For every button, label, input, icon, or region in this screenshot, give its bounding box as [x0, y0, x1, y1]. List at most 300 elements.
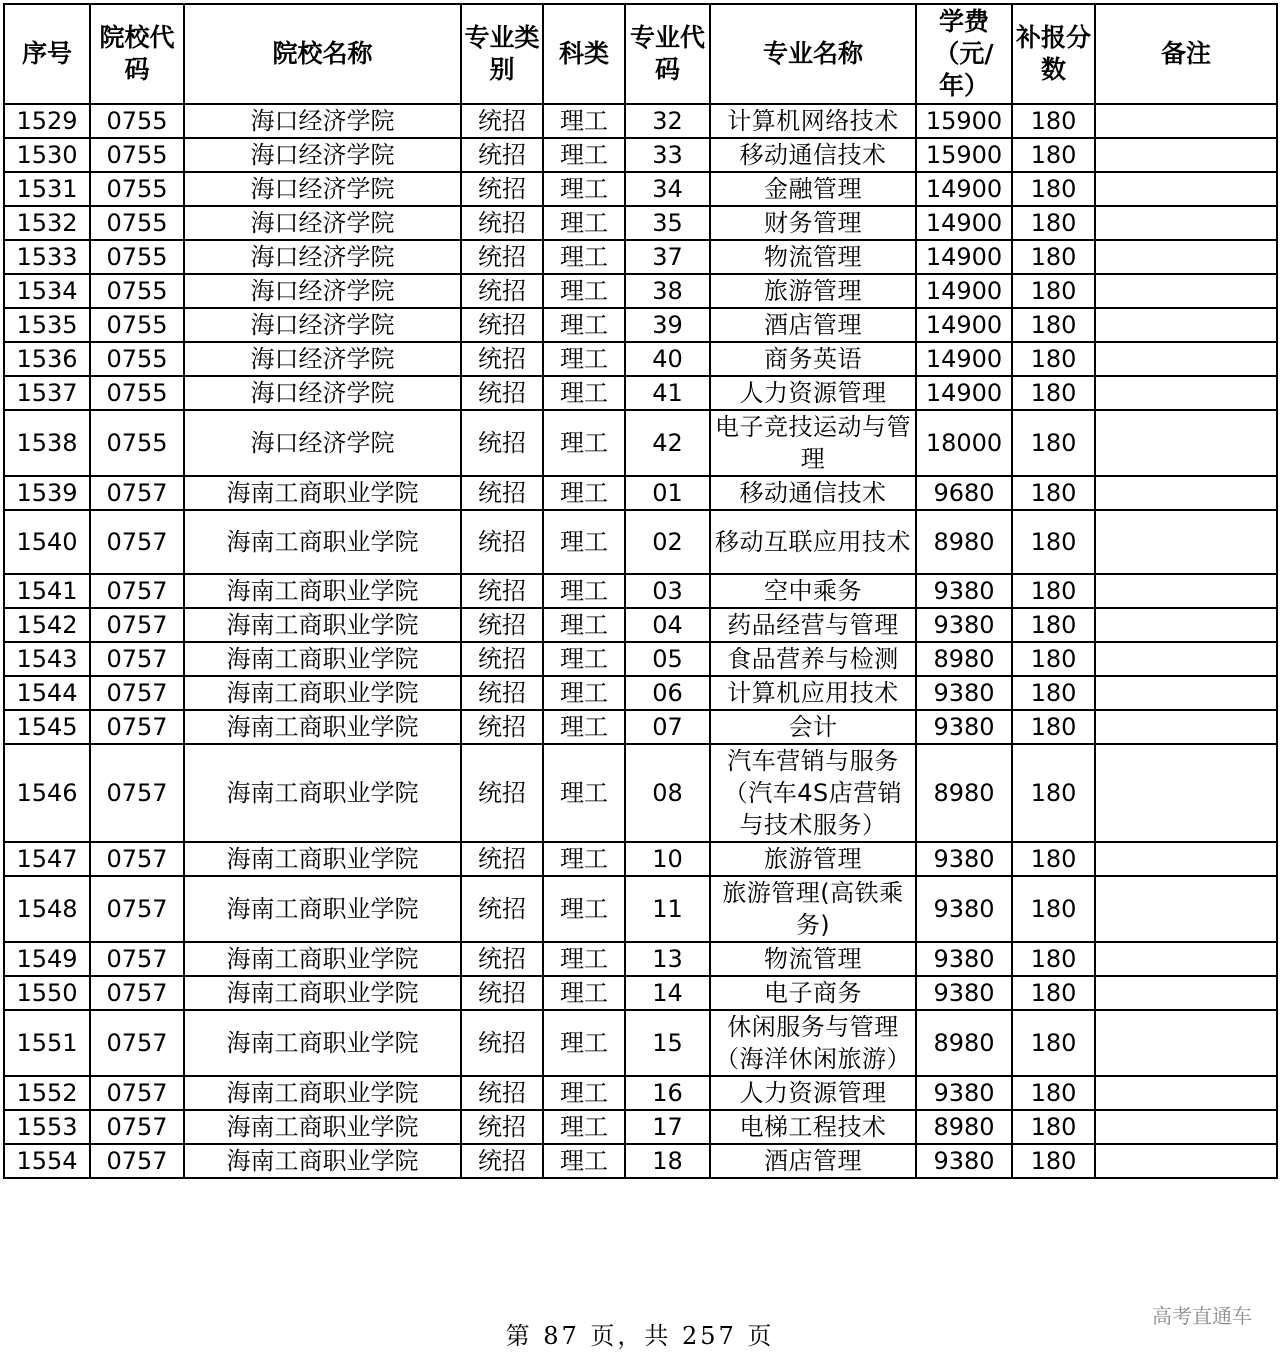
score-cell: 180 — [1012, 1076, 1095, 1110]
major-code-cell: 18 — [625, 1144, 710, 1178]
col-header-major-category: 专业类别 — [461, 4, 543, 104]
major-category-cell: 统招 — [461, 608, 543, 642]
subject-cell: 理工 — [543, 1010, 625, 1076]
score-cell: 180 — [1012, 1110, 1095, 1144]
major-category-cell: 统招 — [461, 138, 543, 172]
subject-cell: 理工 — [543, 274, 625, 308]
school-name-cell: 海口经济学院 — [184, 172, 461, 206]
score-cell: 180 — [1012, 842, 1095, 876]
notes-cell — [1095, 676, 1277, 710]
score-cell: 180 — [1012, 676, 1095, 710]
col-header-school-name: 院校名称 — [184, 4, 461, 104]
tuition-cell: 14900 — [916, 376, 1012, 410]
tuition-cell: 8980 — [916, 1010, 1012, 1076]
major-category-cell: 统招 — [461, 842, 543, 876]
school-name-cell: 海南工商职业学院 — [184, 476, 461, 510]
subject-cell: 理工 — [543, 876, 625, 942]
major-category-cell: 统招 — [461, 376, 543, 410]
subject-cell: 理工 — [543, 1110, 625, 1144]
notes-cell — [1095, 842, 1277, 876]
seq-cell: 1547 — [4, 842, 90, 876]
major-code-cell: 32 — [625, 104, 710, 138]
major-name-cell: 物流管理 — [710, 942, 916, 976]
major-name-cell: 电子竞技运动与管理 — [710, 410, 916, 476]
seq-cell: 1543 — [4, 642, 90, 676]
subject-cell: 理工 — [543, 676, 625, 710]
seq-cell: 1545 — [4, 710, 90, 744]
seq-cell: 1542 — [4, 608, 90, 642]
seq-cell: 1551 — [4, 1010, 90, 1076]
school-name-cell: 海南工商职业学院 — [184, 942, 461, 976]
school-code-cell: 0755 — [90, 104, 184, 138]
major-name-cell: 人力资源管理 — [710, 376, 916, 410]
major-name-cell: 物流管理 — [710, 240, 916, 274]
table-row — [4, 976, 1277, 1010]
school-code-cell: 0757 — [90, 574, 184, 608]
school-code-cell: 0757 — [90, 608, 184, 642]
tuition-cell: 14900 — [916, 308, 1012, 342]
school-code-cell: 0755 — [90, 376, 184, 410]
seq-cell: 1536 — [4, 342, 90, 376]
school-code-cell: 0757 — [90, 1076, 184, 1110]
major-name-cell: 商务英语 — [710, 342, 916, 376]
major-name-cell: 计算机应用技术 — [710, 676, 916, 710]
school-code-cell: 0755 — [90, 274, 184, 308]
score-cell: 180 — [1012, 104, 1095, 138]
notes-cell — [1095, 608, 1277, 642]
major-category-cell: 统招 — [461, 476, 543, 510]
seq-cell: 1532 — [4, 206, 90, 240]
major-code-cell: 16 — [625, 1076, 710, 1110]
school-name-cell: 海南工商职业学院 — [184, 1144, 461, 1178]
school-code-cell: 0755 — [90, 342, 184, 376]
tuition-cell: 9380 — [916, 608, 1012, 642]
seq-cell: 1539 — [4, 476, 90, 510]
school-code-cell: 0757 — [90, 1110, 184, 1144]
score-cell: 180 — [1012, 642, 1095, 676]
table-row — [4, 1076, 1277, 1110]
major-name-cell: 电子商务 — [710, 976, 916, 1010]
school-code-cell: 0757 — [90, 976, 184, 1010]
score-cell: 180 — [1012, 308, 1095, 342]
major-name-cell: 人力资源管理 — [710, 1076, 916, 1110]
score-cell: 180 — [1012, 976, 1095, 1010]
tuition-cell: 8980 — [916, 510, 1012, 574]
tuition-cell: 9380 — [916, 876, 1012, 942]
col-header-school-code: 院校代码 — [90, 4, 184, 104]
notes-cell — [1095, 240, 1277, 274]
major-name-cell: 酒店管理 — [710, 308, 916, 342]
school-name-cell: 海口经济学院 — [184, 104, 461, 138]
col-header-subject: 科类 — [543, 4, 625, 104]
major-code-cell: 42 — [625, 410, 710, 476]
major-category-cell: 统招 — [461, 410, 543, 476]
school-name-cell: 海南工商职业学院 — [184, 608, 461, 642]
subject-cell: 理工 — [543, 1144, 625, 1178]
major-code-cell: 05 — [625, 642, 710, 676]
major-code-cell: 37 — [625, 240, 710, 274]
notes-cell — [1095, 1110, 1277, 1144]
major-category-cell: 统招 — [461, 510, 543, 574]
table-row — [4, 1110, 1277, 1144]
score-cell: 180 — [1012, 172, 1095, 206]
school-name-cell: 海南工商职业学院 — [184, 1076, 461, 1110]
major-code-cell: 01 — [625, 476, 710, 510]
table-row — [4, 676, 1277, 710]
seq-cell: 1538 — [4, 410, 90, 476]
score-cell: 180 — [1012, 710, 1095, 744]
notes-cell — [1095, 744, 1277, 842]
seq-cell: 1537 — [4, 376, 90, 410]
col-header-notes: 备注 — [1095, 4, 1277, 104]
school-name-cell: 海口经济学院 — [184, 410, 461, 476]
tuition-cell: 14900 — [916, 240, 1012, 274]
major-category-cell: 统招 — [461, 308, 543, 342]
major-name-cell: 药品经营与管理 — [710, 608, 916, 642]
score-cell: 180 — [1012, 510, 1095, 574]
subject-cell: 理工 — [543, 476, 625, 510]
major-name-cell: 休闲服务与管理（海洋休闲旅游） — [710, 1010, 916, 1076]
major-code-cell: 07 — [625, 710, 710, 744]
major-category-cell: 统招 — [461, 1010, 543, 1076]
score-cell: 180 — [1012, 342, 1095, 376]
school-code-cell: 0757 — [90, 942, 184, 976]
table-row — [4, 710, 1277, 744]
school-code-cell: 0757 — [90, 744, 184, 842]
table-row — [4, 240, 1277, 274]
major-code-cell: 04 — [625, 608, 710, 642]
school-code-cell: 0757 — [90, 676, 184, 710]
major-name-cell: 财务管理 — [710, 206, 916, 240]
seq-cell: 1535 — [4, 308, 90, 342]
score-cell: 180 — [1012, 1010, 1095, 1076]
score-cell: 180 — [1012, 240, 1095, 274]
table-row — [4, 376, 1277, 410]
major-code-cell: 08 — [625, 744, 710, 842]
subject-cell: 理工 — [543, 376, 625, 410]
table-row — [4, 172, 1277, 206]
seq-cell: 1533 — [4, 240, 90, 274]
subject-cell: 理工 — [543, 842, 625, 876]
notes-cell — [1095, 642, 1277, 676]
admission-table — [3, 3, 1278, 1179]
major-category-cell: 统招 — [461, 240, 543, 274]
notes-cell — [1095, 104, 1277, 138]
school-code-cell: 0757 — [90, 842, 184, 876]
major-category-cell: 统招 — [461, 1144, 543, 1178]
subject-cell: 理工 — [543, 510, 625, 574]
major-name-cell: 移动互联应用技术 — [710, 510, 916, 574]
notes-cell — [1095, 206, 1277, 240]
major-code-cell: 41 — [625, 376, 710, 410]
table-row — [4, 642, 1277, 676]
major-code-cell: 11 — [625, 876, 710, 942]
subject-cell: 理工 — [543, 942, 625, 976]
score-cell: 180 — [1012, 574, 1095, 608]
tuition-cell: 18000 — [916, 410, 1012, 476]
major-name-cell: 会计 — [710, 710, 916, 744]
notes-cell — [1095, 510, 1277, 574]
school-name-cell: 海南工商职业学院 — [184, 744, 461, 842]
major-name-cell: 旅游管理 — [710, 842, 916, 876]
col-header-seq: 序号 — [4, 4, 90, 104]
seq-cell: 1549 — [4, 942, 90, 976]
seq-cell: 1531 — [4, 172, 90, 206]
table-row — [4, 942, 1277, 976]
col-header-major-code: 专业代码 — [625, 4, 710, 104]
seq-cell: 1548 — [4, 876, 90, 942]
major-code-cell: 39 — [625, 308, 710, 342]
subject-cell: 理工 — [543, 104, 625, 138]
major-name-cell: 酒店管理 — [710, 1144, 916, 1178]
table-body — [4, 104, 1277, 1178]
major-code-cell: 33 — [625, 138, 710, 172]
score-cell: 180 — [1012, 410, 1095, 476]
tuition-cell: 14900 — [916, 206, 1012, 240]
major-name-cell: 空中乘务 — [710, 574, 916, 608]
school-name-cell: 海口经济学院 — [184, 138, 461, 172]
school-name-cell: 海口经济学院 — [184, 308, 461, 342]
major-code-cell: 10 — [625, 842, 710, 876]
seq-cell: 1530 — [4, 138, 90, 172]
tuition-cell: 9380 — [916, 676, 1012, 710]
major-code-cell: 35 — [625, 206, 710, 240]
school-code-cell: 0757 — [90, 1010, 184, 1076]
major-category-cell: 统招 — [461, 206, 543, 240]
table-row — [4, 308, 1277, 342]
subject-cell: 理工 — [543, 240, 625, 274]
score-cell: 180 — [1012, 608, 1095, 642]
school-name-cell: 海南工商职业学院 — [184, 574, 461, 608]
major-code-cell: 02 — [625, 510, 710, 574]
major-name-cell: 移动通信技术 — [710, 138, 916, 172]
score-cell: 180 — [1012, 744, 1095, 842]
tuition-cell: 9380 — [916, 942, 1012, 976]
table-row — [4, 876, 1277, 942]
subject-cell: 理工 — [543, 574, 625, 608]
major-name-cell: 电梯工程技术 — [710, 1110, 916, 1144]
school-code-cell: 0755 — [90, 410, 184, 476]
subject-cell: 理工 — [543, 172, 625, 206]
table-row — [4, 510, 1277, 574]
major-category-cell: 统招 — [461, 104, 543, 138]
table-row — [4, 744, 1277, 842]
notes-cell — [1095, 1076, 1277, 1110]
school-code-cell: 0757 — [90, 510, 184, 574]
tuition-cell: 8980 — [916, 1110, 1012, 1144]
subject-cell: 理工 — [543, 608, 625, 642]
seq-cell: 1553 — [4, 1110, 90, 1144]
seq-cell: 1544 — [4, 676, 90, 710]
tuition-cell: 15900 — [916, 104, 1012, 138]
major-category-cell: 统招 — [461, 172, 543, 206]
school-code-cell: 0755 — [90, 240, 184, 274]
major-code-cell: 34 — [625, 172, 710, 206]
major-category-cell: 统招 — [461, 1110, 543, 1144]
major-name-cell: 旅游管理(高铁乘务) — [710, 876, 916, 942]
tuition-cell: 9380 — [916, 842, 1012, 876]
school-name-cell: 海南工商职业学院 — [184, 1010, 461, 1076]
tuition-cell: 9680 — [916, 476, 1012, 510]
school-code-cell: 0755 — [90, 308, 184, 342]
tuition-cell: 14900 — [916, 172, 1012, 206]
notes-cell — [1095, 308, 1277, 342]
notes-cell — [1095, 1010, 1277, 1076]
watermark-logo: 高考直通车 — [1152, 1304, 1252, 1328]
notes-cell — [1095, 376, 1277, 410]
score-cell: 180 — [1012, 274, 1095, 308]
seq-cell: 1552 — [4, 1076, 90, 1110]
school-name-cell: 海南工商职业学院 — [184, 876, 461, 942]
table-row — [4, 206, 1277, 240]
table-row — [4, 104, 1277, 138]
school-code-cell: 0755 — [90, 172, 184, 206]
major-code-cell: 17 — [625, 1110, 710, 1144]
table-row — [4, 274, 1277, 308]
school-name-cell: 海南工商职业学院 — [184, 1110, 461, 1144]
school-name-cell: 海南工商职业学院 — [184, 676, 461, 710]
col-header-tuition: 学费（元/年） — [916, 4, 1012, 104]
notes-cell — [1095, 342, 1277, 376]
notes-cell — [1095, 976, 1277, 1010]
major-name-cell: 汽车营销与服务（汽车4S店营销与技术服务） — [710, 744, 916, 842]
table-row — [4, 476, 1277, 510]
table-row — [4, 608, 1277, 642]
major-name-cell: 食品营养与检测 — [710, 642, 916, 676]
score-cell: 180 — [1012, 138, 1095, 172]
major-name-cell: 移动通信技术 — [710, 476, 916, 510]
school-name-cell: 海口经济学院 — [184, 240, 461, 274]
subject-cell: 理工 — [543, 308, 625, 342]
notes-cell — [1095, 710, 1277, 744]
header-row — [4, 4, 1277, 104]
subject-cell: 理工 — [543, 206, 625, 240]
seq-cell: 1534 — [4, 274, 90, 308]
score-cell: 180 — [1012, 476, 1095, 510]
tuition-cell: 14900 — [916, 274, 1012, 308]
school-code-cell: 0755 — [90, 138, 184, 172]
major-code-cell: 03 — [625, 574, 710, 608]
table-row — [4, 1010, 1277, 1076]
school-name-cell: 海南工商职业学院 — [184, 510, 461, 574]
major-category-cell: 统招 — [461, 1076, 543, 1110]
score-cell: 180 — [1012, 376, 1095, 410]
tuition-cell: 9380 — [916, 1144, 1012, 1178]
major-name-cell: 旅游管理 — [710, 274, 916, 308]
tuition-cell: 9380 — [916, 574, 1012, 608]
seq-cell: 1540 — [4, 510, 90, 574]
major-code-cell: 15 — [625, 1010, 710, 1076]
notes-cell — [1095, 138, 1277, 172]
seq-cell: 1554 — [4, 1144, 90, 1178]
table-row — [4, 410, 1277, 476]
major-code-cell: 38 — [625, 274, 710, 308]
subject-cell: 理工 — [543, 642, 625, 676]
subject-cell: 理工 — [543, 710, 625, 744]
major-category-cell: 统招 — [461, 710, 543, 744]
col-header-major-name: 专业名称 — [710, 4, 916, 104]
subject-cell: 理工 — [543, 744, 625, 842]
subject-cell: 理工 — [543, 976, 625, 1010]
major-category-cell: 统招 — [461, 744, 543, 842]
score-cell: 180 — [1012, 1144, 1095, 1178]
tuition-cell: 8980 — [916, 744, 1012, 842]
notes-cell — [1095, 942, 1277, 976]
table-row — [4, 842, 1277, 876]
table-row — [4, 342, 1277, 376]
notes-cell — [1095, 574, 1277, 608]
table-row — [4, 1144, 1277, 1178]
school-name-cell: 海南工商职业学院 — [184, 976, 461, 1010]
major-category-cell: 统招 — [461, 274, 543, 308]
score-cell: 180 — [1012, 876, 1095, 942]
notes-cell — [1095, 410, 1277, 476]
tuition-cell: 14900 — [916, 342, 1012, 376]
notes-cell — [1095, 274, 1277, 308]
subject-cell: 理工 — [543, 1076, 625, 1110]
major-category-cell: 统招 — [461, 676, 543, 710]
tuition-cell: 9380 — [916, 976, 1012, 1010]
school-name-cell: 海口经济学院 — [184, 376, 461, 410]
notes-cell — [1095, 876, 1277, 942]
major-name-cell: 计算机网络技术 — [710, 104, 916, 138]
major-category-cell: 统招 — [461, 574, 543, 608]
school-code-cell: 0757 — [90, 476, 184, 510]
major-category-cell: 统招 — [461, 342, 543, 376]
table-row — [4, 138, 1277, 172]
school-name-cell: 海口经济学院 — [184, 206, 461, 240]
notes-cell — [1095, 172, 1277, 206]
subject-cell: 理工 — [543, 410, 625, 476]
score-cell: 180 — [1012, 206, 1095, 240]
seq-cell: 1550 — [4, 976, 90, 1010]
school-name-cell: 海口经济学院 — [184, 342, 461, 376]
tuition-cell: 8980 — [916, 642, 1012, 676]
notes-cell — [1095, 1144, 1277, 1178]
seq-cell: 1541 — [4, 574, 90, 608]
score-cell: 180 — [1012, 942, 1095, 976]
table-row — [4, 574, 1277, 608]
major-category-cell: 统招 — [461, 942, 543, 976]
school-code-cell: 0757 — [90, 710, 184, 744]
seq-cell: 1546 — [4, 744, 90, 842]
major-category-cell: 统招 — [461, 876, 543, 942]
school-name-cell: 海南工商职业学院 — [184, 710, 461, 744]
major-name-cell: 金融管理 — [710, 172, 916, 206]
school-code-cell: 0757 — [90, 642, 184, 676]
major-category-cell: 统招 — [461, 976, 543, 1010]
tuition-cell: 15900 — [916, 138, 1012, 172]
school-name-cell: 海南工商职业学院 — [184, 642, 461, 676]
school-code-cell: 0757 — [90, 1144, 184, 1178]
major-code-cell: 14 — [625, 976, 710, 1010]
major-code-cell: 13 — [625, 942, 710, 976]
school-name-cell: 海口经济学院 — [184, 274, 461, 308]
notes-cell — [1095, 476, 1277, 510]
tuition-cell: 9380 — [916, 710, 1012, 744]
major-code-cell: 40 — [625, 342, 710, 376]
subject-cell: 理工 — [543, 342, 625, 376]
school-name-cell: 海南工商职业学院 — [184, 842, 461, 876]
seq-cell: 1529 — [4, 104, 90, 138]
subject-cell: 理工 — [543, 138, 625, 172]
school-code-cell: 0757 — [90, 876, 184, 942]
col-header-score: 补报分数 — [1012, 4, 1095, 104]
school-code-cell: 0755 — [90, 206, 184, 240]
major-category-cell: 统招 — [461, 642, 543, 676]
major-code-cell: 06 — [625, 676, 710, 710]
page-number: 第 87 页，共 257 页 — [505, 1322, 775, 1350]
